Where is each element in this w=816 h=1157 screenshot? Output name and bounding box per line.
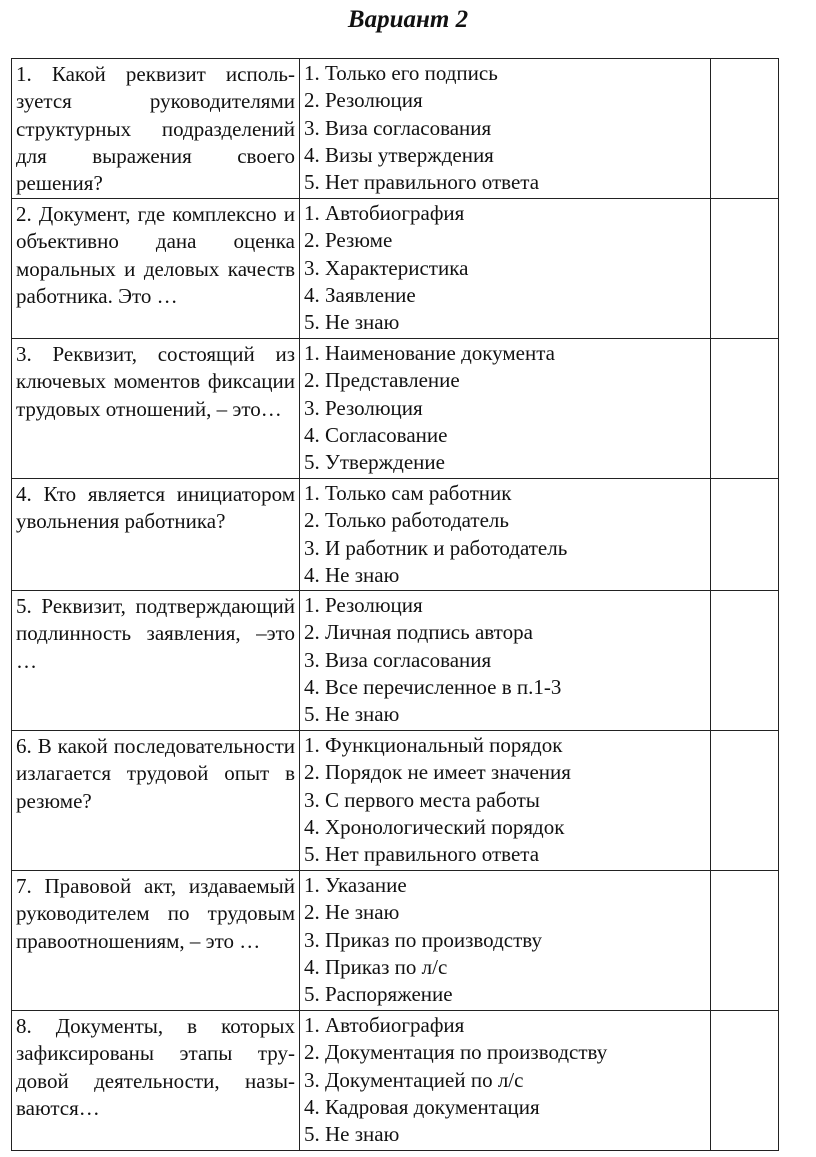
answer-option: 5. Нет правильного ответа xyxy=(304,842,540,867)
question-row xyxy=(12,59,779,199)
answer-option: 3. Документацией по л/с xyxy=(304,1067,524,1092)
answer-option: 4. Не знаю xyxy=(304,562,400,587)
answers-cell xyxy=(300,871,711,1011)
answer-option: 3. И работник и работодатель xyxy=(304,535,568,560)
answer-option: 3. Характеристика xyxy=(304,255,469,280)
question-text: 2. Документ, где комплексно и объективно дана оценка моральных и деловых качеств работника. Это … xyxy=(16,202,295,308)
answer-option: 4. Хронологический порядок xyxy=(304,814,565,839)
answer-mark-cell xyxy=(711,871,779,1011)
answer-option: 4. Визы утверждения xyxy=(304,142,494,167)
answers-cell xyxy=(300,591,711,731)
answer-list xyxy=(304,340,706,476)
answer-option: 2. Резюме xyxy=(304,228,393,253)
answer-list xyxy=(304,1012,706,1148)
answer-option: 2. Только работодатель xyxy=(304,508,509,533)
answers-cell xyxy=(300,479,711,591)
answer-option: 1. Только его подпись xyxy=(304,61,498,85)
question-row xyxy=(12,1011,779,1151)
question-text: 7. Правовой акт, издаваемый руководителем по трудовым правоотношениям, – это … xyxy=(16,874,295,953)
page-title: Вариант 2 xyxy=(347,6,469,33)
question-cell xyxy=(12,1011,300,1151)
answer-mark-cell xyxy=(711,591,779,731)
answer-option: 1. Только сам работник xyxy=(304,481,512,505)
answers-cell xyxy=(300,339,711,479)
question-text: 1. Какой реквизит используется руководителями структурных подразделений для выражения своего решения? xyxy=(16,62,295,196)
question-row xyxy=(12,339,779,479)
question-row xyxy=(12,731,779,871)
question-cell xyxy=(12,871,300,1011)
answers-cell xyxy=(300,59,711,199)
answer-option: 5. Утверждение xyxy=(304,450,445,475)
answer-option: 5. Не знаю xyxy=(304,702,400,727)
answer-option: 1. Автобиография xyxy=(304,201,465,225)
answer-option: 4. Приказ по л/с xyxy=(304,954,448,979)
answer-option: 1. Резолюция xyxy=(304,593,423,617)
quiz-table-body xyxy=(12,59,779,1151)
answer-option: 4. Кадровая документация xyxy=(304,1094,540,1119)
answer-list xyxy=(304,60,706,196)
question-cell xyxy=(12,479,300,591)
answer-list xyxy=(304,872,706,1008)
answer-option: 2. Не знаю xyxy=(304,900,400,925)
question-row xyxy=(12,871,779,1011)
question-cell xyxy=(12,731,300,871)
answer-mark-cell xyxy=(711,731,779,871)
answer-option: 5. Нет правильного ответа xyxy=(304,170,540,195)
answer-mark-cell xyxy=(711,479,779,591)
answer-option: 2. Документация по производству xyxy=(304,1040,608,1065)
answer-mark-cell xyxy=(711,199,779,339)
answer-option: 5. Не знаю xyxy=(304,1122,400,1147)
question-text: 5. Реквизит, подтверждающий подлинность заявления, –это … xyxy=(16,594,295,673)
question-cell xyxy=(12,199,300,339)
answer-list xyxy=(304,592,706,728)
answer-option: 5. Не знаю xyxy=(304,310,400,335)
question-row xyxy=(12,591,779,731)
answer-mark-cell xyxy=(711,59,779,199)
answers-cell xyxy=(300,1011,711,1151)
answer-option: 3. Приказ по производству xyxy=(304,927,542,952)
answer-option: 2. Порядок не имеет значения xyxy=(304,760,571,785)
answer-option: 1. Функциональный порядок xyxy=(304,733,563,757)
question-cell xyxy=(12,59,300,199)
answer-option: 3. С первого места работы xyxy=(304,787,540,812)
answer-option: 2. Личная подпись автора xyxy=(304,620,533,645)
question-row xyxy=(12,479,779,591)
answer-option: 5. Распоряжение xyxy=(304,982,453,1007)
answer-option: 1. Автобиография xyxy=(304,1013,465,1037)
answers-cell xyxy=(300,731,711,871)
answer-option: 1. Указание xyxy=(304,873,407,897)
answers-cell xyxy=(300,199,711,339)
question-cell xyxy=(12,339,300,479)
answer-mark-cell xyxy=(711,339,779,479)
answer-list xyxy=(304,732,706,868)
answer-option: 3. Виза согласования xyxy=(304,115,492,140)
answer-list xyxy=(304,200,706,336)
answer-option: 3. Резолюция xyxy=(304,395,423,420)
answer-option: 2. Резолюция xyxy=(304,88,423,113)
question-row xyxy=(12,199,779,339)
question-cell xyxy=(12,591,300,731)
question-text: 8. Документы, в которых зафиксированы этапы трудовой деятельности, называются… xyxy=(16,1014,295,1120)
question-text: 3. Реквизит, состоящий из ключевых моментов фиксации трудовых отношений, – это… xyxy=(16,342,295,421)
answer-mark-cell xyxy=(711,1011,779,1151)
question-text: 6. В какой последовательности излагается трудовой опыт в резюме? xyxy=(16,734,295,813)
answer-option: 4. Все перечисленное в п.1-3 xyxy=(304,674,562,699)
answer-list xyxy=(304,480,706,589)
answer-option: 3. Виза согласования xyxy=(304,647,492,672)
answer-option: 4. Заявление xyxy=(304,282,416,307)
answer-option: 2. Представление xyxy=(304,368,460,393)
question-text: 4. Кто является инициатором увольнения работника? xyxy=(16,482,295,534)
answer-option: 4. Согласование xyxy=(304,422,448,447)
quiz-table xyxy=(11,58,779,1151)
answer-option: 1. Наименование документа xyxy=(304,341,555,365)
